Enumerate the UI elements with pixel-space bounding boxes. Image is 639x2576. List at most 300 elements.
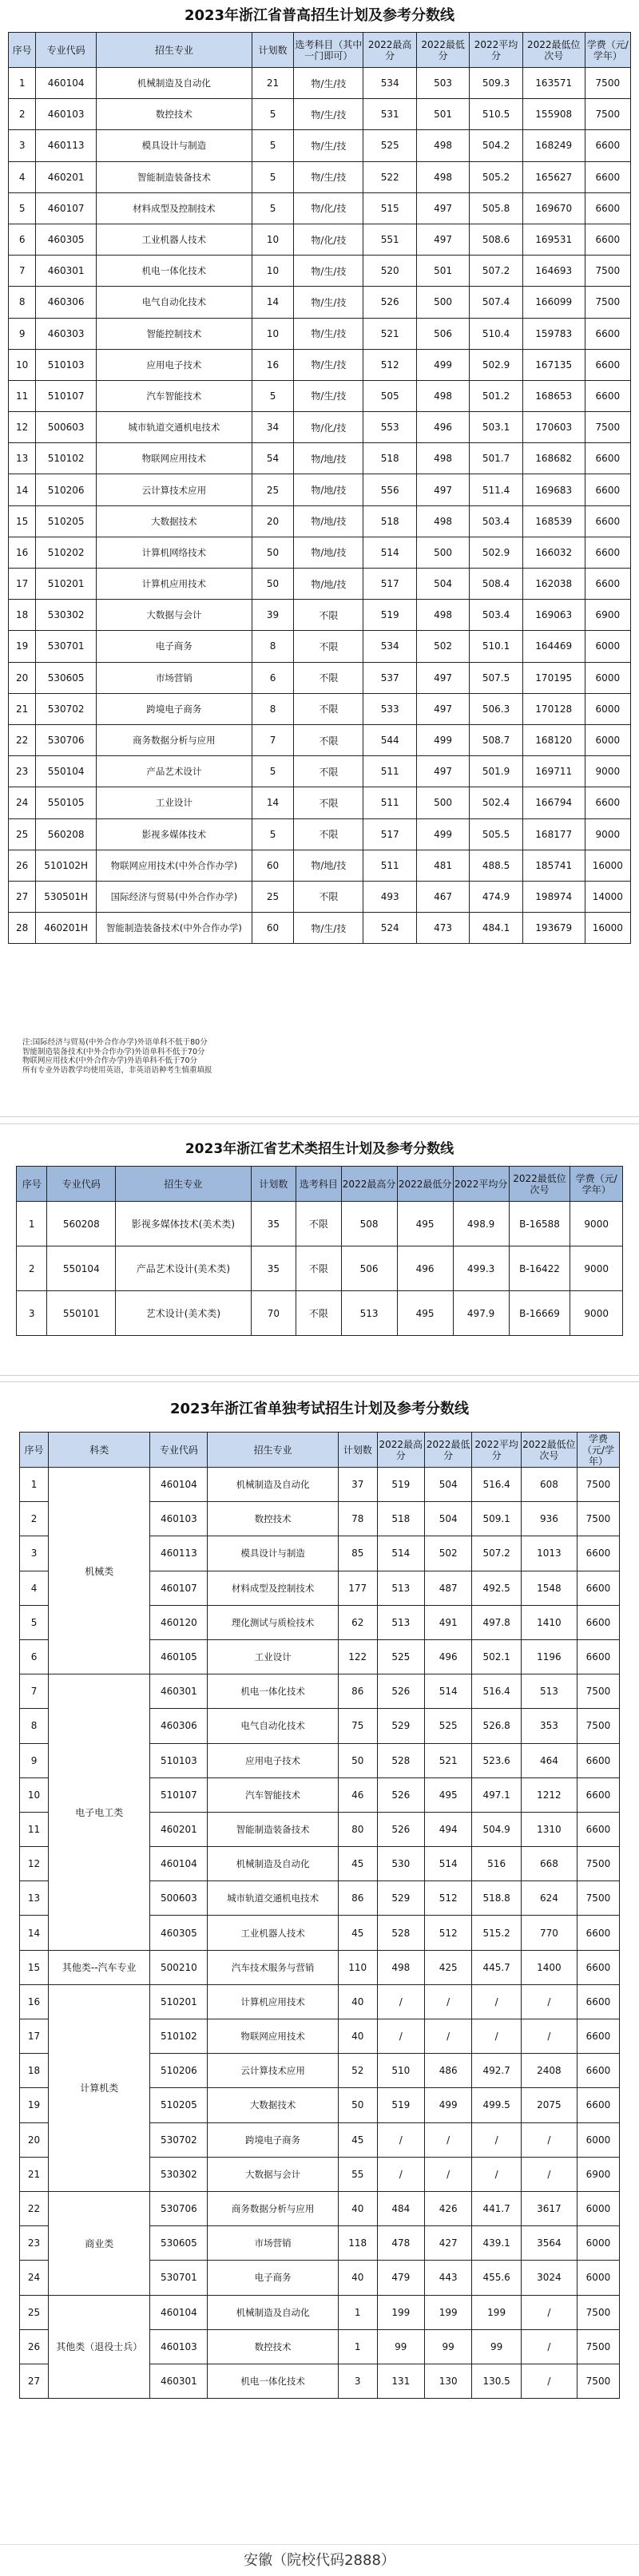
table-cell: 16 — [20, 1984, 49, 2019]
column-header: 招生专业 — [96, 33, 252, 68]
table-cell: 455.6 — [472, 2261, 522, 2295]
table-cell: 9000 — [570, 1246, 623, 1291]
table-cell: 460107 — [36, 192, 97, 224]
table-cell: 21 — [9, 693, 36, 724]
table-cell: 40 — [338, 2019, 377, 2054]
table-cell: 大数据技术 — [208, 2088, 338, 2122]
table-cell: 市场营销 — [96, 662, 252, 693]
table-cell: / — [472, 2157, 522, 2191]
column-header: 2022最高分 — [363, 33, 416, 68]
column-header: 学费（元/学年） — [570, 1167, 623, 1202]
table-cell: 9 — [9, 318, 36, 349]
table-cell: 70 — [251, 1291, 296, 1336]
table-header-row — [20, 1433, 620, 1468]
table-cell: 物/地/技 — [294, 850, 363, 881]
table-cell: 物/生/技 — [294, 380, 363, 411]
table-cell: 9000 — [585, 756, 630, 787]
table-cell: 工业设计 — [96, 787, 252, 818]
table-cell: 工业设计 — [208, 1639, 338, 1674]
table-cell: 544 — [363, 724, 416, 755]
table-cell: 汽车技术服务与营销 — [208, 1950, 338, 1984]
table-cell: 159783 — [522, 318, 585, 349]
table-cell: 168177 — [522, 818, 585, 850]
table-cell: 汽车智能技术 — [96, 380, 252, 411]
table-cell: 560208 — [36, 818, 97, 850]
table-cell: 80 — [338, 1812, 377, 1846]
table-cell: 512 — [424, 1916, 471, 1950]
table-cell: 501.2 — [470, 380, 522, 411]
table-cell: 14000 — [585, 881, 630, 912]
table-cell: 23 — [20, 2226, 49, 2261]
table-cell: 10 — [20, 1777, 49, 1812]
table-cell: 550105 — [36, 787, 97, 818]
table-cell: 6600 — [585, 192, 630, 224]
table-cell: 4 — [9, 161, 36, 192]
table-cell: 6600 — [577, 1571, 619, 1605]
table-cell: 15 — [9, 505, 36, 537]
table-cell: 应用电子技术 — [96, 349, 252, 380]
table-cell: 170128 — [522, 693, 585, 724]
table-cell: 52 — [338, 2054, 377, 2088]
table-cell: 507.2 — [472, 1536, 522, 1571]
table-cell: 7 — [9, 256, 36, 287]
table-cell: 78 — [338, 1502, 377, 1536]
table-cell: 2 — [17, 1246, 47, 1291]
column-header: 招生专业 — [116, 1167, 251, 1202]
table-cell: 10 — [252, 256, 294, 287]
table-cell: 510102 — [36, 443, 97, 474]
table-row — [17, 1291, 623, 1336]
table-cell: 不限 — [294, 693, 363, 724]
table-cell: 511 — [363, 787, 416, 818]
table-cell: 26 — [9, 850, 36, 881]
table-cell: 不限 — [294, 662, 363, 693]
column-header: 序号 — [17, 1167, 47, 1202]
table-cell: 16 — [252, 349, 294, 380]
table-cell: / — [472, 1984, 522, 2019]
table-cell: 46 — [338, 1777, 377, 1812]
table-cell: 460305 — [36, 224, 97, 255]
table-row — [9, 818, 631, 850]
table-cell: 513 — [341, 1291, 397, 1336]
table-cell: 1 — [20, 1468, 49, 1502]
table-cell: 488.5 — [470, 850, 522, 881]
table-cell: 7500 — [585, 287, 630, 318]
table-cell: 6600 — [577, 1950, 619, 1984]
column-header: 选考科目（其中一门即可） — [294, 33, 363, 68]
table-cell: 506 — [416, 318, 469, 349]
table-cell: 6600 — [585, 443, 630, 474]
table-cell: 530706 — [150, 2191, 208, 2225]
table-cell: 1212 — [521, 1777, 577, 1812]
table-cell: 510103 — [150, 1743, 208, 1777]
table-cell: 501.7 — [470, 443, 522, 474]
note-line: 所有专业外语教学均使用英语，非英语语种考生慎重填报 — [22, 1065, 212, 1075]
table-cell: / — [521, 2157, 577, 2191]
table-cell: 122 — [338, 1639, 377, 1674]
table-cell: 电子商务 — [208, 2261, 338, 2295]
table-cell: 50 — [338, 1743, 377, 1777]
table-cell: 5 — [252, 756, 294, 787]
table-cell: 1013 — [521, 1536, 577, 1571]
column-header: 科类 — [49, 1433, 150, 1468]
table-cell: 24 — [9, 787, 36, 818]
table-cell: 169670 — [522, 192, 585, 224]
table-cell: 大数据与会计 — [96, 600, 252, 631]
table-cell: 531 — [363, 99, 416, 130]
table-cell: 163571 — [522, 68, 585, 99]
table-cell: 54 — [252, 443, 294, 474]
table-cell: 11 — [20, 1812, 49, 1846]
table-cell: 460301 — [150, 1674, 208, 1709]
table-cell: 智能制造装备技术 — [96, 161, 252, 192]
table-cell: 不限 — [294, 724, 363, 755]
table-cell: 169063 — [522, 600, 585, 631]
table-cell: 526 — [377, 1812, 424, 1846]
table-cell: 528 — [377, 1916, 424, 1950]
table-cell: 508 — [341, 1202, 397, 1246]
table-cell: 510201 — [36, 569, 97, 600]
table-cell: 国际经济与贸易(中外合作办学) — [96, 881, 252, 912]
table-cell: 大数据技术 — [96, 505, 252, 537]
table-cell: 23 — [9, 756, 36, 787]
note-line: 物联网应用技术(中外合作办学)外语单科不低于70分 — [22, 1056, 198, 1065]
table-cell: 500 — [416, 287, 469, 318]
table-cell: 164693 — [522, 256, 585, 287]
table-cell: 39 — [252, 600, 294, 631]
table-cell: 25 — [252, 881, 294, 912]
table-cell: 499 — [416, 349, 469, 380]
table-cell: 512 — [363, 349, 416, 380]
table-cell: 数控技术 — [96, 99, 252, 130]
table-cell: 6 — [252, 662, 294, 693]
table-cell: 497 — [416, 474, 469, 505]
table-cell: 物/生/技 — [294, 256, 363, 287]
table-cell: 物/地/技 — [294, 443, 363, 474]
table-cell: 526 — [377, 1674, 424, 1709]
table-cell: 45 — [338, 1916, 377, 1950]
table-cell: 505.8 — [470, 192, 522, 224]
table-row — [9, 881, 631, 912]
table-cell: 60 — [252, 913, 294, 944]
table-cell: 492.5 — [472, 1571, 522, 1605]
table-cell: 481 — [416, 850, 469, 881]
table-cell: 物/生/技 — [294, 130, 363, 161]
table-cell: 智能制造装备技术 — [208, 1812, 338, 1846]
table-cell: 40 — [338, 2191, 377, 2225]
table-cell: 497 — [416, 224, 469, 255]
table-cell: 166794 — [522, 787, 585, 818]
table-cell: 510103 — [36, 349, 97, 380]
table-cell: 智能制造装备技术(中外合作办学) — [96, 913, 252, 944]
table-cell: 2075 — [521, 2088, 577, 2122]
table-cell: 504 — [424, 1468, 471, 1502]
table-cell: 3 — [338, 2364, 377, 2398]
table-cell: 530605 — [36, 662, 97, 693]
table-cell: 530702 — [36, 693, 97, 724]
table-cell: 22 — [20, 2191, 49, 2225]
single-exam-table — [19, 1432, 620, 2399]
table-cell: 7 — [252, 724, 294, 755]
table-cell: 6000 — [577, 2226, 619, 2261]
table-cell: 物/地/技 — [294, 505, 363, 537]
table-header-row — [9, 33, 631, 68]
column-header: 选考科目 — [296, 1167, 341, 1202]
table-cell: 62 — [338, 1605, 377, 1639]
table-cell: 501 — [416, 256, 469, 287]
table-cell: 物/化/技 — [294, 192, 363, 224]
column-header: 2022最低位次号 — [522, 33, 585, 68]
table-cell: 460104 — [36, 68, 97, 99]
table-cell: 168682 — [522, 443, 585, 474]
table-row — [9, 600, 631, 631]
table-cell: 441.7 — [472, 2191, 522, 2225]
table-cell: 155908 — [522, 99, 585, 130]
table-cell: 跨境电子商务 — [208, 2122, 338, 2157]
table-cell: / — [472, 2019, 522, 2054]
table-cell: 503.1 — [470, 412, 522, 443]
table-cell: 13 — [20, 1881, 49, 1916]
table-cell: 510107 — [150, 1777, 208, 1812]
table-cell: 494 — [424, 1812, 471, 1846]
table-cell: 530302 — [150, 2157, 208, 2191]
table-cell: 497 — [416, 192, 469, 224]
column-header: 计划数 — [251, 1167, 296, 1202]
table-cell: 166099 — [522, 287, 585, 318]
table-cell: 486 — [424, 2054, 471, 2088]
table-cell: 45 — [338, 2122, 377, 2157]
table-cell: 电子商务 — [96, 631, 252, 662]
table-cell: 16 — [9, 537, 36, 568]
table-cell: 5 — [9, 192, 36, 224]
table-cell: 510205 — [150, 2088, 208, 2122]
table-row — [9, 474, 631, 505]
table-cell: 505 — [363, 380, 416, 411]
table-cell: 530706 — [36, 724, 97, 755]
table-cell: 498 — [377, 1950, 424, 1984]
table-cell: 495 — [424, 1777, 471, 1812]
table-cell: 6600 — [585, 380, 630, 411]
column-header: 序号 — [9, 33, 36, 68]
table-cell: 6600 — [585, 318, 630, 349]
category-cell: 商业类 — [49, 2191, 150, 2295]
table-cell: 35 — [251, 1246, 296, 1291]
table-cell: 2 — [20, 1502, 49, 1536]
table-cell: 503 — [416, 68, 469, 99]
table-cell: 6600 — [585, 569, 630, 600]
table-cell: 170603 — [522, 412, 585, 443]
category-cell: 其他类--汽车专业 — [49, 1950, 150, 1984]
table-cell: 55 — [338, 2157, 377, 2191]
single-exam-title: 2023年浙江省单独考试招生计划及参考分数线 — [169, 1401, 470, 1417]
table-cell: 484.1 — [470, 913, 522, 944]
table-cell: 130.5 — [472, 2364, 522, 2398]
table-cell: 6600 — [577, 2019, 619, 2054]
table-cell: 170195 — [522, 662, 585, 693]
table-cell: 525 — [424, 1709, 471, 1743]
table-cell: 6600 — [585, 161, 630, 192]
table-cell: 6600 — [577, 1639, 619, 1674]
table-cell: 物联网应用技术(中外合作办学) — [96, 850, 252, 881]
table-cell: 497 — [416, 693, 469, 724]
table-cell: 机电一体化技术 — [208, 1674, 338, 1709]
table-cell: 168539 — [522, 505, 585, 537]
table-cell: 7500 — [577, 1709, 619, 1743]
table-cell: 460303 — [36, 318, 97, 349]
table-cell: 计算机网络技术 — [96, 537, 252, 568]
table-cell: 495 — [397, 1202, 453, 1246]
table-row — [9, 724, 631, 755]
table-cell: 5 — [252, 192, 294, 224]
table-row — [20, 2295, 620, 2329]
table-cell: 86 — [338, 1881, 377, 1916]
table-cell: 501.9 — [470, 756, 522, 787]
table-cell: 460201H — [36, 913, 97, 944]
column-header: 专业代码 — [36, 33, 97, 68]
table-cell: 516.4 — [472, 1468, 522, 1502]
table-cell: 10 — [252, 318, 294, 349]
table-cell: 460105 — [150, 1639, 208, 1674]
table-cell: 608 — [521, 1468, 577, 1502]
table-cell: 510102H — [36, 850, 97, 881]
table-cell: 198974 — [522, 881, 585, 912]
table-cell: 6600 — [577, 2088, 619, 2122]
table-cell: 影视多媒体技术(美术类) — [116, 1202, 251, 1246]
table-cell: 6000 — [585, 662, 630, 693]
table-cell: 167135 — [522, 349, 585, 380]
general-admission-section — [0, 0, 639, 32]
table-row — [9, 693, 631, 724]
table-cell: 10 — [252, 224, 294, 255]
table-cell: 20 — [252, 505, 294, 537]
table-cell: 502.4 — [470, 787, 522, 818]
table-cell: 199 — [424, 2295, 471, 2329]
table-cell: 50 — [252, 569, 294, 600]
table-cell: 510201 — [150, 1984, 208, 2019]
table-cell: 85 — [338, 1536, 377, 1571]
general-admission-notes — [22, 1038, 629, 1075]
table-cell: 6 — [20, 1639, 49, 1674]
table-cell: 理化测试与质检技术 — [208, 1605, 338, 1639]
table-cell: 507.2 — [470, 256, 522, 287]
table-cell: 506.3 — [470, 693, 522, 724]
table-cell: 14 — [20, 1916, 49, 1950]
table-cell: 材料成型及控制技术 — [208, 1571, 338, 1605]
table-cell: 21 — [20, 2157, 49, 2191]
table-cell: 511 — [363, 850, 416, 881]
table-row — [17, 1246, 623, 1291]
table-cell: 505.5 — [470, 818, 522, 850]
table-cell: 528 — [377, 1743, 424, 1777]
table-cell: 504.2 — [470, 130, 522, 161]
table-cell: 1310 — [521, 1812, 577, 1846]
table-cell: 426 — [424, 2191, 471, 2225]
table-row — [9, 99, 631, 130]
table-cell: 516.4 — [472, 1674, 522, 1709]
table-cell: 25 — [9, 818, 36, 850]
category-cell: 机械类 — [49, 1468, 150, 1674]
table-cell: 550104 — [47, 1246, 116, 1291]
column-header: 2022最高分 — [341, 1167, 397, 1202]
table-cell: 50 — [338, 2088, 377, 2122]
table-cell: 473 — [416, 913, 469, 944]
column-header: 专业代码 — [47, 1167, 116, 1202]
table-cell: 512 — [424, 1881, 471, 1916]
general-admission-table — [8, 32, 631, 944]
table-cell: 1548 — [521, 1571, 577, 1605]
table-cell: 497 — [416, 662, 469, 693]
table-cell: 498 — [416, 161, 469, 192]
table-cell: 7500 — [585, 99, 630, 130]
table-cell: 526 — [377, 1777, 424, 1812]
table-cell: 6600 — [577, 1812, 619, 1846]
table-cell: 不限 — [296, 1202, 341, 1246]
table-cell: 6600 — [585, 537, 630, 568]
table-cell: / — [521, 2329, 577, 2364]
table-cell: 425 — [424, 1950, 471, 1984]
table-cell: 6000 — [577, 2191, 619, 2225]
table-cell: 云计算技术应用 — [96, 474, 252, 505]
table-cell: 460306 — [150, 1709, 208, 1743]
table-cell: 509.3 — [470, 68, 522, 99]
table-cell: 770 — [521, 1916, 577, 1950]
table-cell: 2 — [9, 99, 36, 130]
table-row — [9, 505, 631, 537]
table-cell: 551 — [363, 224, 416, 255]
category-cell: 计算机类 — [49, 1984, 150, 2191]
table-cell: 537 — [363, 662, 416, 693]
table-cell: 553 — [363, 412, 416, 443]
table-cell: 505.2 — [470, 161, 522, 192]
column-header: 2022平均分 — [470, 33, 522, 68]
table-row — [9, 913, 631, 944]
table-cell: 510206 — [150, 2054, 208, 2088]
table-cell: 497.8 — [472, 1605, 522, 1639]
table-cell: 478 — [377, 2226, 424, 2261]
table-cell: 501 — [416, 99, 469, 130]
table-cell: 影视多媒体技术 — [96, 818, 252, 850]
table-cell: 513 — [377, 1605, 424, 1639]
table-cell: 484 — [377, 2191, 424, 2225]
table-cell: 7500 — [577, 2364, 619, 2398]
table-cell: 5 — [252, 818, 294, 850]
table-cell: 1 — [9, 68, 36, 99]
table-cell: 1196 — [521, 1639, 577, 1674]
table-cell: 19 — [9, 631, 36, 662]
table-cell: 模具设计与制造 — [96, 130, 252, 161]
table-cell: 668 — [521, 1847, 577, 1881]
table-row — [20, 2191, 620, 2225]
table-cell: 物联网应用技术 — [96, 443, 252, 474]
table-cell: 510102 — [150, 2019, 208, 2054]
table-cell: 3 — [20, 1536, 49, 1571]
table-cell: 515 — [363, 192, 416, 224]
table-cell: 机械制造及自动化 — [208, 2295, 338, 2329]
table-cell: 城市轨道交通机电技术 — [208, 1881, 338, 1916]
table-cell: / — [521, 2364, 577, 2398]
table-header-row — [17, 1167, 623, 1202]
table-cell: 计算机应用技术 — [96, 569, 252, 600]
table-row — [9, 380, 631, 411]
table-cell: 169683 — [522, 474, 585, 505]
art-admission-title: 2023年浙江省艺术类招生计划及参考分数线 — [185, 1141, 454, 1157]
table-cell: 7500 — [577, 1881, 619, 1916]
table-cell: 521 — [424, 1743, 471, 1777]
table-cell: 525 — [363, 130, 416, 161]
table-cell: 164469 — [522, 631, 585, 662]
table-cell: 500210 — [150, 1950, 208, 1984]
table-cell: 6600 — [577, 1916, 619, 1950]
